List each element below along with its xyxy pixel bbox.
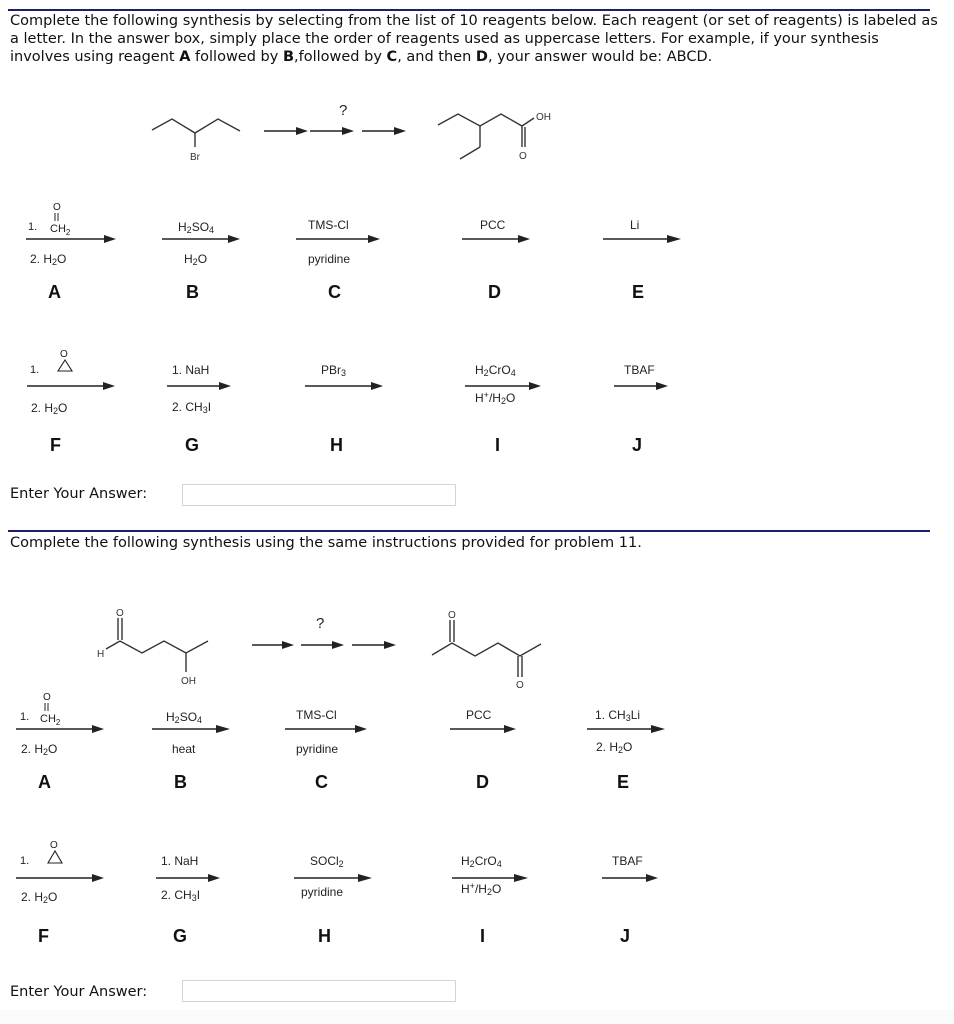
scheme-2-structures <box>80 598 560 690</box>
svg-text:1.: 1. <box>30 364 40 375</box>
reagent-E[interactable] <box>600 198 690 308</box>
reagent-letter-A: A <box>48 282 61 302</box>
p2-reagent-letter-B: B <box>174 772 187 792</box>
p2-reagent-letter-J: J <box>620 926 631 946</box>
reagent-G[interactable] <box>165 345 245 460</box>
reagent-C-bottom: pyridine <box>308 252 351 266</box>
arrow-D <box>462 234 532 244</box>
epoxide-icon <box>22 345 122 375</box>
reagent-letter-H: H <box>330 435 343 455</box>
arrow-G <box>167 381 233 391</box>
reagent-F[interactable] <box>22 345 122 460</box>
reagent-H-top: PBr$_3$ <box>321 363 347 378</box>
p2-reagent-G-top: 1. NaH <box>161 854 199 868</box>
svg-text:O: O <box>43 692 51 703</box>
p2-reagent-H-top: SOCl$_2$ <box>310 854 344 869</box>
p2-reagent-D-top: PCC <box>466 708 492 722</box>
problem2-instructions: Complete the following synthesis using the same instructions provided for problem 11. <box>10 535 642 551</box>
reagent-letter-B: B <box>186 282 199 302</box>
arrow-E <box>603 234 683 244</box>
p2-reagent-G[interactable] <box>155 838 235 953</box>
p2-arrow-F <box>16 873 106 883</box>
reagent-D[interactable] <box>460 198 540 308</box>
starting-material-3-bromopentane <box>140 95 580 175</box>
svg-text:OH: OH <box>536 112 551 123</box>
answer-input-1[interactable] <box>182 484 456 506</box>
reagent-letter-C: C <box>328 282 341 302</box>
p2-arrow-J <box>602 873 660 883</box>
p2-arrow-E <box>587 724 667 734</box>
svg-text:O: O <box>516 680 524 690</box>
reagent-letter-E: E <box>632 282 645 302</box>
svg-text:O: O <box>116 608 124 619</box>
reagent-G-bottom: 2. $CH_3I$ <box>172 400 212 415</box>
p2-reagent-letter-D: D <box>476 772 489 792</box>
arrow-H <box>305 381 385 391</box>
arrow-J <box>614 381 670 391</box>
p2-reagent-D[interactable] <box>448 688 528 798</box>
svg-text:O: O <box>519 151 527 162</box>
reagent-letter-G: G <box>185 435 200 455</box>
arrow-A <box>26 234 116 244</box>
p2-reagent-I-top: $H_2CrO_4$ <box>461 854 502 869</box>
p2-arrow-D <box>450 724 520 734</box>
svg-text:CH2: $CH_2$ <box>40 713 61 727</box>
svg-text:?: ? <box>316 615 325 632</box>
reagent-B-bottom: $H_2O$ <box>184 252 208 267</box>
p2-reagent-letter-C: C <box>315 772 328 792</box>
p2-reagent-H[interactable] <box>292 838 382 953</box>
p2-reagent-B-top: $H_2SO_4$ <box>166 710 203 725</box>
svg-text:?: ? <box>339 102 348 119</box>
svg-text:CH2: $CH_2$ <box>50 223 71 237</box>
arrow-B <box>162 234 242 244</box>
p2-reagent-letter-E: E <box>617 772 630 792</box>
reagent-B[interactable] <box>160 198 250 308</box>
reagent-D-top: PCC <box>480 218 506 232</box>
reagent-A-bottom: 2. $H_2O$ <box>30 252 67 267</box>
reagent-C-top: TMS-Cl <box>308 218 349 232</box>
p2-reagent-J-top: TBAF <box>612 854 643 868</box>
p2-arrow-A <box>16 724 106 734</box>
p2-arrow-B <box>152 724 232 734</box>
answer-input-2[interactable] <box>182 980 456 1002</box>
section-divider-2 <box>8 530 930 532</box>
reagent-C[interactable] <box>294 198 384 308</box>
p2-reagent-I[interactable] <box>450 838 540 953</box>
p2-reagent-letter-A: A <box>38 772 51 792</box>
p2-reagent-E-top: 1. $CH_3Li$ <box>595 708 641 723</box>
p2-reagent-I-bottom: $H^+/H_2O$ <box>461 881 502 897</box>
p2-arrow-H <box>294 873 374 883</box>
svg-text:O: O <box>50 840 58 851</box>
p2-reagent-E[interactable] <box>585 688 675 798</box>
reagent-E-top: Li <box>630 218 640 232</box>
reagent-letter-F: F <box>50 435 61 455</box>
reagent-B-top: $H_2SO_4$ <box>178 220 215 235</box>
reagent-I-top: $H_2CrO_4$ <box>475 363 516 378</box>
arrow-I <box>465 381 543 391</box>
p2-reagent-letter-I: I <box>480 926 486 946</box>
reagent-J[interactable] <box>612 345 682 460</box>
arrow-F <box>27 381 117 391</box>
reagent-letter-I: I <box>495 435 501 455</box>
scheme-1 <box>140 95 580 175</box>
reagent-I[interactable] <box>463 345 553 460</box>
svg-text:1.: 1. <box>20 711 30 723</box>
reagent-letter-D: D <box>488 282 501 302</box>
arrow-C <box>296 234 382 244</box>
reagent-G-top: 1. NaH <box>172 363 210 377</box>
reagent-A[interactable] <box>22 198 122 308</box>
reagent-I-bottom: $H^+/H_2O$ <box>475 390 516 406</box>
formaldehyde-icon <box>22 198 122 238</box>
p2-reagent-C-top: TMS-Cl <box>296 708 337 722</box>
p2-reagent-C-bottom: pyridine <box>296 742 339 756</box>
svg-text:Br: Br <box>190 152 200 163</box>
svg-text:1.: 1. <box>20 855 30 867</box>
p2-reagent-F-bottom: 2. $H_2O$ <box>21 890 58 905</box>
p2-reagent-E-bottom: 2. $H_2O$ <box>596 740 633 755</box>
reagent-letter-J: J <box>632 435 643 455</box>
reagent-H[interactable] <box>303 345 383 460</box>
p2-reagent-H-bottom: pyridine <box>301 885 344 899</box>
problem1-instructions: Complete the following synthesis by selecting from the list of 10 reagents below. Each reagent (or set of reagents) is labeled as a letter. In the answer box, simply place the order of reagents used as uppercase letters. For example, if your synthesis involves using reagent A followed by B,followed by C, and then D, your answer would be: ABCD. <box>10 13 938 65</box>
p2-reagent-G-bottom: 2. $CH_3I$ <box>161 888 201 903</box>
p2-reagent-letter-H: H <box>318 926 331 946</box>
p2-arrow-C <box>285 724 369 734</box>
section-divider-1 <box>8 9 930 11</box>
svg-text:H: H <box>97 649 105 660</box>
page-footer-band <box>0 1010 954 1024</box>
svg-text:O: O <box>60 349 68 360</box>
answer-label-1: Enter Your Answer: <box>10 486 148 502</box>
svg-text:O: O <box>448 610 456 621</box>
scheme-2 <box>80 598 560 690</box>
p2-reagent-letter-G: G <box>173 926 188 946</box>
reagent-J-top: TBAF <box>624 363 655 377</box>
reagent-F-bottom: 2. $H_2O$ <box>31 401 68 416</box>
formaldehyde-icon <box>12 688 112 728</box>
p2-reagent-F[interactable] <box>12 838 112 953</box>
p2-reagent-B-bottom: heat <box>172 742 196 756</box>
p2-reagent-A[interactable] <box>12 688 112 798</box>
answer-label-2: Enter Your Answer: <box>10 984 148 1000</box>
epoxide-icon <box>12 838 112 868</box>
p2-reagent-B[interactable] <box>150 688 240 798</box>
svg-text:O: O <box>53 202 61 213</box>
p2-reagent-C[interactable] <box>283 688 373 798</box>
svg-text:1.: 1. <box>28 221 38 233</box>
svg-text:OH: OH <box>181 676 196 687</box>
p2-reagent-letter-F: F <box>38 926 49 946</box>
p2-reagent-J[interactable] <box>600 838 670 953</box>
p2-reagent-A-bottom: 2. $H_2O$ <box>21 742 58 757</box>
p2-arrow-G <box>156 873 222 883</box>
